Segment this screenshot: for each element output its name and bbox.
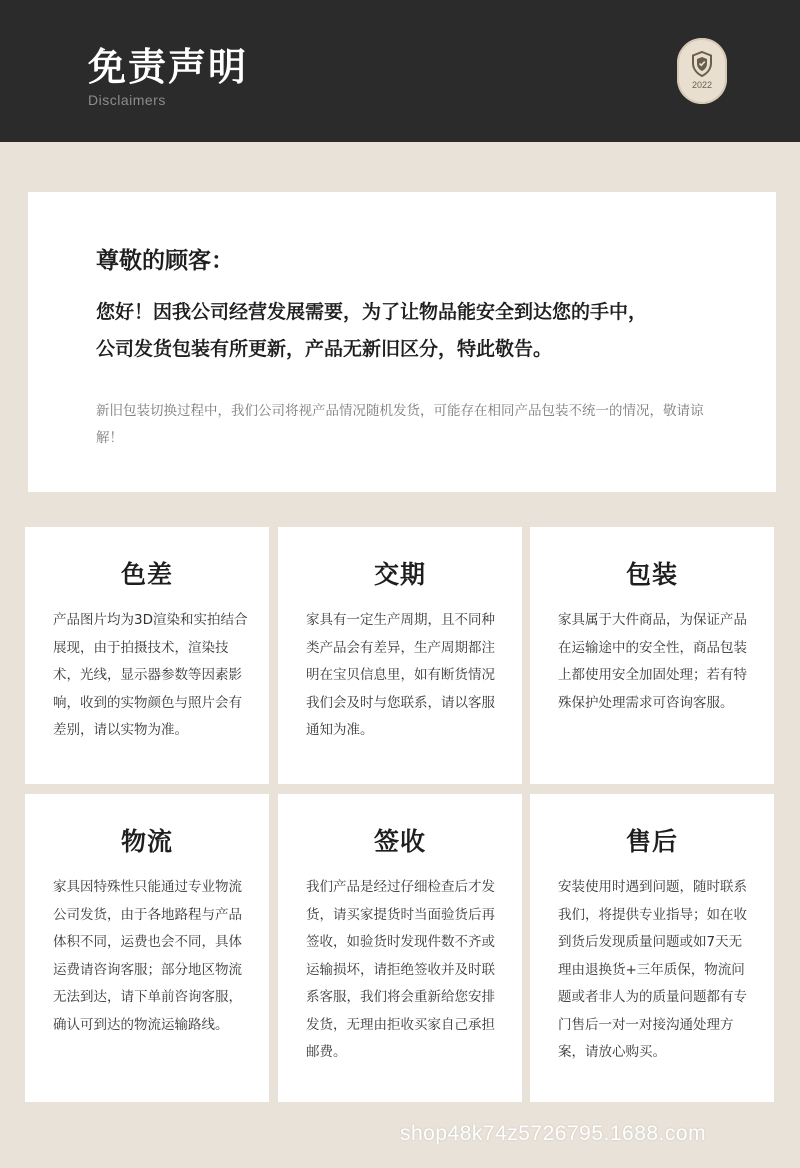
card-body: 安装使用时遇到问题，随时联系我们，将提供专业指导；如在收到货后发现质量问题或如7天无理由退换货+三年质保，物流问题或者非人为的质量问题都有专门售后一对一对接沟通处理方案，请放心购买。	[558, 879, 747, 1060]
card-title: 色差	[120, 560, 173, 589]
card-title: 签收	[373, 827, 426, 856]
card-delivery-time	[278, 527, 522, 784]
year-badge	[677, 38, 727, 104]
card-body: 家具因特殊性只能通过专业物流公司发货，由于各地路程与产品体积不同，运费也会不同，具体运费请咨询客服；部分地区物流无法到达，请下单前咨询客服，确认可到达的物流运输路线。	[53, 879, 242, 1033]
card-title: 交期	[373, 560, 426, 589]
card-title: 售后	[625, 827, 678, 856]
page-title: 免责声明	[88, 45, 249, 89]
card-title: 包装	[625, 560, 678, 589]
intro-line-1: 您好！因我公司经营发展需要，为了让物品能安全到达您的手中，	[96, 301, 648, 323]
card-body: 产品图片均为3D渲染和实拍结合展现，由于拍摄技术，渲染技术，光线，显示器参数等因素影响，收到的实物颜色与照片会有差别，请以实物为准。	[53, 612, 248, 738]
shield-check-icon	[690, 50, 714, 78]
card-body: 我们产品是经过仔细检查后才发货，请买家提货时当面验货后再签收，如验货时发现件数不齐或运输损坏，请拒绝签收并及时联系客服，我们将会重新给您安排发货，无理由拒收买家自己承担邮费。	[306, 879, 495, 1060]
card-packaging	[530, 527, 774, 784]
greeting-heading: 尊敬的顾客：	[96, 248, 234, 274]
card-after-sales	[530, 794, 774, 1102]
card-logistics	[25, 794, 269, 1102]
card-title: 物流	[120, 827, 173, 856]
page-subtitle: Disclaimers	[88, 92, 166, 108]
card-body: 家具属于大件商品，为保证产品在运输途中的安全性，商品包装上都使用安全加固处理；若有特殊保护处理需求可咨询客服。	[558, 612, 747, 711]
header-banner	[0, 0, 800, 142]
intro-panel	[28, 192, 776, 492]
shop-watermark: shop48k74z5726795.1688.com	[400, 1122, 707, 1145]
intro-line-2: 公司发货包装有所更新，产品无新旧区分，特此敬告。	[96, 338, 553, 360]
card-sign-for	[278, 794, 522, 1102]
card-color-difference	[25, 527, 269, 784]
card-body: 家具有一定生产周期，且不同种类产品会有差异，生产周期都注明在宝贝信息里，如有断货情况我们会及时与您联系，请以客服通知为准。	[306, 612, 495, 738]
intro-note: 新旧包装切换过程中，我们公司将视产品情况随机发货，可能存在相同产品包装不统一的情况，敬请谅解！	[96, 403, 704, 446]
badge-year: 2022	[691, 80, 713, 90]
